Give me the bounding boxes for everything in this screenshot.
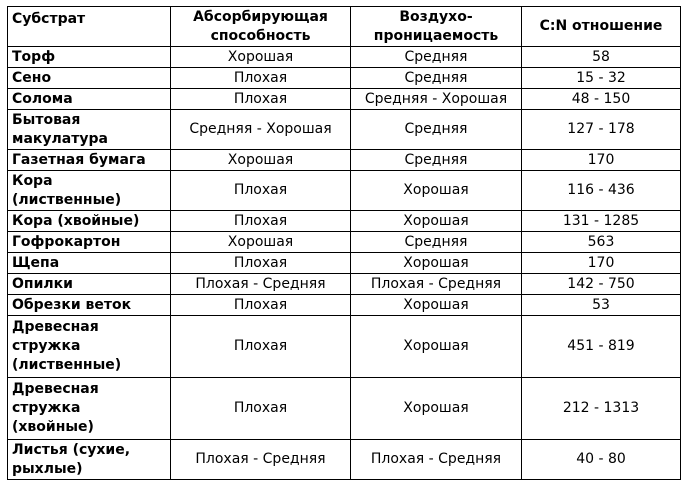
table-row [8, 274, 681, 295]
absorption-value: Плохая [171, 295, 351, 316]
cn-ratio-value: 58 [522, 47, 681, 68]
cn-ratio-value: 40 - 80 [522, 440, 681, 480]
absorption-value: Плохая [171, 253, 351, 274]
substrate-name: Газетная бумага [8, 150, 171, 171]
absorption-value: Плохая [171, 378, 351, 440]
absorption-value: Плохая [171, 68, 351, 89]
absorption-value: Плохая - Средняя [171, 440, 351, 480]
substrate-name: Щепа [8, 253, 171, 274]
absorption-value: Средняя - Хорошая [171, 110, 351, 150]
air-permeability-value: Средняя [351, 110, 522, 150]
substrate-table [7, 6, 681, 480]
cn-ratio-value: 53 [522, 295, 681, 316]
air-permeability-value: Хорошая [351, 211, 522, 232]
cn-ratio-value: 127 - 178 [522, 110, 681, 150]
substrate-name: Кора (лиственные) [8, 171, 171, 211]
substrate-name: Солома [8, 89, 171, 110]
absorption-value: Плохая [171, 211, 351, 232]
table-row [8, 150, 681, 171]
table-row [8, 171, 681, 211]
table-container [7, 6, 681, 480]
cn-ratio-value: 48 - 150 [522, 89, 681, 110]
table-row [8, 110, 681, 150]
air-permeability-value: Хорошая [351, 253, 522, 274]
substrate-name: Кора (хвойные) [8, 211, 171, 232]
air-permeability-value: Хорошая [351, 171, 522, 211]
cn-ratio-value: 212 - 1313 [522, 378, 681, 440]
cn-ratio-value: 170 [522, 253, 681, 274]
substrate-name: Бытовая макулатура [8, 110, 171, 150]
header-absorption: Абсорбирующая способность [171, 7, 351, 47]
air-permeability-value: Средняя - Хорошая [351, 89, 522, 110]
absorption-value: Плохая [171, 171, 351, 211]
absorption-value: Хорошая [171, 232, 351, 253]
substrate-name: Обрезки веток [8, 295, 171, 316]
air-permeability-value: Хорошая [351, 295, 522, 316]
substrate-name: Опилки [8, 274, 171, 295]
air-permeability-value: Средняя [351, 47, 522, 68]
substrate-name: Сено [8, 68, 171, 89]
header-air-permeability: Воздухо-проницаемость [351, 7, 522, 47]
substrate-name: Древесная стружка (хвойные) [8, 378, 171, 440]
absorption-value: Хорошая [171, 150, 351, 171]
cn-ratio-value: 142 - 750 [522, 274, 681, 295]
table-row [8, 47, 681, 68]
table-row [8, 440, 681, 480]
table-row [8, 211, 681, 232]
cn-ratio-value: 170 [522, 150, 681, 171]
substrate-name: Листья (сухие, рыхлые) [8, 440, 171, 480]
cn-ratio-value: 563 [522, 232, 681, 253]
table-row [8, 378, 681, 440]
absorption-value: Плохая - Средняя [171, 274, 351, 295]
table-row [8, 232, 681, 253]
substrate-name: Гофрокартон [8, 232, 171, 253]
table-row [8, 295, 681, 316]
cn-ratio-value: 116 - 436 [522, 171, 681, 211]
substrate-name: Древесная стружка (лиственные) [8, 316, 171, 378]
cn-ratio-value: 451 - 819 [522, 316, 681, 378]
table-row [8, 253, 681, 274]
header-substrate: Субстрат [8, 7, 171, 47]
header-cn-ratio: C:N отношение [522, 7, 681, 47]
table-row [8, 68, 681, 89]
table-body [8, 47, 681, 480]
table-header [8, 7, 681, 47]
absorption-value: Плохая [171, 89, 351, 110]
substrate-name: Торф [8, 47, 171, 68]
air-permeability-value: Хорошая [351, 378, 522, 440]
cn-ratio-value: 131 - 1285 [522, 211, 681, 232]
air-permeability-value: Средняя [351, 232, 522, 253]
absorption-value: Плохая [171, 316, 351, 378]
absorption-value: Хорошая [171, 47, 351, 68]
air-permeability-value: Средняя [351, 150, 522, 171]
table-row [8, 316, 681, 378]
air-permeability-value: Средняя [351, 68, 522, 89]
air-permeability-value: Плохая - Средняя [351, 274, 522, 295]
header-row [8, 7, 681, 47]
table-row [8, 89, 681, 110]
air-permeability-value: Хорошая [351, 316, 522, 378]
cn-ratio-value: 15 - 32 [522, 68, 681, 89]
air-permeability-value: Плохая - Средняя [351, 440, 522, 480]
